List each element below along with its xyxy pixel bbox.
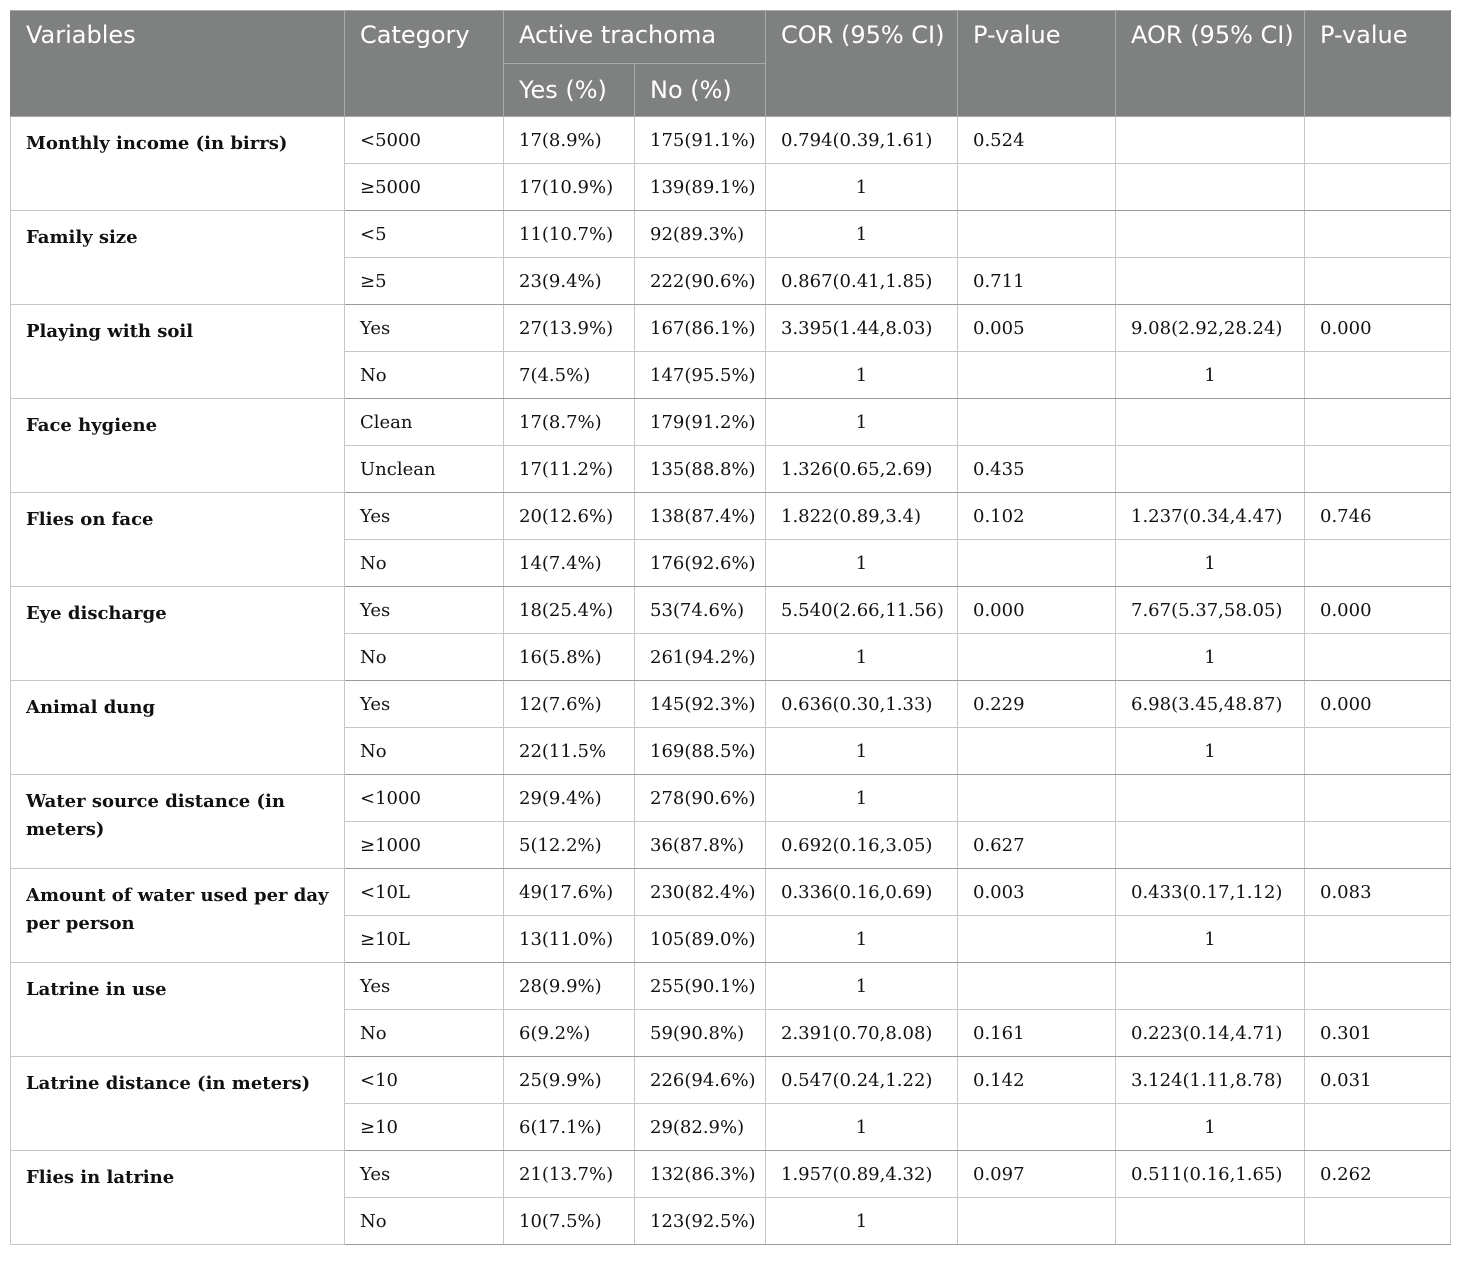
header-aor: AOR (95% CI) <box>1116 11 1305 117</box>
cell-p-value-cor <box>958 775 1116 822</box>
cell-p-value-aor: 0.000 <box>1305 305 1451 352</box>
cell-yes-pct: 27(13.9%) <box>504 305 635 352</box>
cell-yes-pct: 17(10.9%) <box>504 164 635 211</box>
cell-aor: 1 <box>1116 1104 1305 1151</box>
trachoma-factors-table <box>10 10 1451 1245</box>
cell-yes-pct: 11(10.7%) <box>504 211 635 258</box>
cell-category: Yes <box>345 963 504 1010</box>
cell-category: <1000 <box>345 775 504 822</box>
cell-p-value-cor <box>958 1198 1116 1245</box>
cell-aor: 9.08(2.92,28.24) <box>1116 305 1305 352</box>
cell-cor: 1 <box>766 211 958 258</box>
cell-p-value-cor: 0.097 <box>958 1151 1116 1198</box>
cell-cor: 1.822(0.89,3.4) <box>766 493 958 540</box>
cell-cor: 1 <box>766 1198 958 1245</box>
cell-no-pct: 132(86.3%) <box>635 1151 766 1198</box>
table-container <box>10 10 1450 1245</box>
cell-no-pct: 139(89.1%) <box>635 164 766 211</box>
cell-yes-pct: 25(9.9%) <box>504 1057 635 1104</box>
cell-category: Yes <box>345 1151 504 1198</box>
cell-aor: 1 <box>1116 540 1305 587</box>
cell-category: Yes <box>345 587 504 634</box>
table-row <box>11 305 1451 352</box>
cell-aor <box>1116 963 1305 1010</box>
table-row <box>11 399 1451 446</box>
cell-variable: Playing with soil <box>11 305 345 399</box>
cell-p-value-cor: 0.005 <box>958 305 1116 352</box>
cell-p-value-aor <box>1305 963 1451 1010</box>
cell-no-pct: 278(90.6%) <box>635 775 766 822</box>
table-row <box>11 587 1451 634</box>
cell-yes-pct: 5(12.2%) <box>504 822 635 869</box>
cell-yes-pct: 10(7.5%) <box>504 1198 635 1245</box>
table-row <box>11 117 1451 164</box>
cell-p-value-aor: 0.000 <box>1305 681 1451 728</box>
cell-aor: 0.433(0.17,1.12) <box>1116 869 1305 916</box>
cell-aor <box>1116 399 1305 446</box>
cell-aor: 1 <box>1116 352 1305 399</box>
cell-p-value-aor <box>1305 634 1451 681</box>
cell-no-pct: 135(88.8%) <box>635 446 766 493</box>
cell-p-value-cor <box>958 1104 1116 1151</box>
cell-p-value-aor <box>1305 540 1451 587</box>
cell-yes-pct: 21(13.7%) <box>504 1151 635 1198</box>
cell-p-value-aor <box>1305 399 1451 446</box>
cell-aor <box>1116 1198 1305 1245</box>
table-row <box>11 1057 1451 1104</box>
cell-cor: 0.336(0.16,0.69) <box>766 869 958 916</box>
cell-variable: Water source distance (in meters) <box>11 775 345 869</box>
header-p-value-cor: P-value <box>958 11 1116 117</box>
cell-aor <box>1116 446 1305 493</box>
cell-category: No <box>345 1198 504 1245</box>
cell-p-value-cor <box>958 211 1116 258</box>
cell-p-value-aor <box>1305 117 1451 164</box>
cell-yes-pct: 17(8.9%) <box>504 117 635 164</box>
cell-p-value-aor: 0.262 <box>1305 1151 1451 1198</box>
cell-category: No <box>345 352 504 399</box>
cell-no-pct: 176(92.6%) <box>635 540 766 587</box>
cell-no-pct: 169(88.5%) <box>635 728 766 775</box>
cell-category: ≥10L <box>345 916 504 963</box>
table-row <box>11 681 1451 728</box>
table-row <box>11 493 1451 540</box>
cell-p-value-cor <box>958 728 1116 775</box>
table-header <box>11 11 1451 117</box>
cell-category: No <box>345 540 504 587</box>
cell-cor: 1 <box>766 399 958 446</box>
cell-no-pct: 59(90.8%) <box>635 1010 766 1057</box>
cell-no-pct: 226(94.6%) <box>635 1057 766 1104</box>
cell-no-pct: 147(95.5%) <box>635 352 766 399</box>
cell-category: <5000 <box>345 117 504 164</box>
cell-cor: 1 <box>766 775 958 822</box>
cell-p-value-aor: 0.301 <box>1305 1010 1451 1057</box>
cell-no-pct: 92(89.3%) <box>635 211 766 258</box>
cell-yes-pct: 12(7.6%) <box>504 681 635 728</box>
cell-p-value-aor: 0.000 <box>1305 587 1451 634</box>
cell-category: Yes <box>345 305 504 352</box>
cell-cor: 5.540(2.66,11.56) <box>766 587 958 634</box>
cell-yes-pct: 29(9.4%) <box>504 775 635 822</box>
cell-p-value-aor <box>1305 728 1451 775</box>
cell-category: No <box>345 1010 504 1057</box>
cell-yes-pct: 17(8.7%) <box>504 399 635 446</box>
cell-yes-pct: 13(11.0%) <box>504 916 635 963</box>
cell-category: Yes <box>345 681 504 728</box>
cell-p-value-cor <box>958 916 1116 963</box>
cell-no-pct: 29(82.9%) <box>635 1104 766 1151</box>
cell-variable: Latrine distance (in meters) <box>11 1057 345 1151</box>
cell-no-pct: 123(92.5%) <box>635 1198 766 1245</box>
cell-variable: Latrine in use <box>11 963 345 1057</box>
table-row <box>11 211 1451 258</box>
cell-p-value-cor <box>958 352 1116 399</box>
cell-cor: 3.395(1.44,8.03) <box>766 305 958 352</box>
cell-cor: 0.547(0.24,1.22) <box>766 1057 958 1104</box>
cell-aor: 1 <box>1116 634 1305 681</box>
cell-aor: 1 <box>1116 916 1305 963</box>
cell-no-pct: 230(82.4%) <box>635 869 766 916</box>
cell-yes-pct: 6(9.2%) <box>504 1010 635 1057</box>
cell-cor: 1 <box>766 634 958 681</box>
table-row <box>11 775 1451 822</box>
cell-p-value-aor <box>1305 164 1451 211</box>
cell-p-value-cor <box>958 634 1116 681</box>
cell-yes-pct: 20(12.6%) <box>504 493 635 540</box>
cell-yes-pct: 49(17.6%) <box>504 869 635 916</box>
cell-category: No <box>345 634 504 681</box>
cell-p-value-aor: 0.031 <box>1305 1057 1451 1104</box>
cell-yes-pct: 18(25.4%) <box>504 587 635 634</box>
table-row <box>11 1151 1451 1198</box>
cell-no-pct: 145(92.3%) <box>635 681 766 728</box>
cell-p-value-aor <box>1305 258 1451 305</box>
cell-no-pct: 222(90.6%) <box>635 258 766 305</box>
cell-category: ≥5 <box>345 258 504 305</box>
cell-p-value-aor <box>1305 352 1451 399</box>
cell-cor: 0.636(0.30,1.33) <box>766 681 958 728</box>
cell-cor: 0.692(0.16,3.05) <box>766 822 958 869</box>
cell-yes-pct: 28(9.9%) <box>504 963 635 1010</box>
cell-yes-pct: 22(11.5% <box>504 728 635 775</box>
cell-p-value-aor <box>1305 1198 1451 1245</box>
cell-cor: 1 <box>766 352 958 399</box>
cell-aor: 7.67(5.37,58.05) <box>1116 587 1305 634</box>
cell-category: <5 <box>345 211 504 258</box>
cell-cor: 2.391(0.70,8.08) <box>766 1010 958 1057</box>
header-active-trachoma: Active trachoma <box>504 11 766 64</box>
cell-category: <10L <box>345 869 504 916</box>
cell-p-value-cor: 0.161 <box>958 1010 1116 1057</box>
cell-variable: Animal dung <box>11 681 345 775</box>
cell-p-value-aor <box>1305 775 1451 822</box>
cell-aor <box>1116 211 1305 258</box>
cell-yes-pct: 6(17.1%) <box>504 1104 635 1151</box>
cell-variable: Eye discharge <box>11 587 345 681</box>
cell-yes-pct: 7(4.5%) <box>504 352 635 399</box>
cell-no-pct: 36(87.8%) <box>635 822 766 869</box>
cell-cor: 0.867(0.41,1.85) <box>766 258 958 305</box>
cell-cor: 1 <box>766 916 958 963</box>
cell-cor: 1.326(0.65,2.69) <box>766 446 958 493</box>
cell-aor: 1.237(0.34,4.47) <box>1116 493 1305 540</box>
cell-aor: 0.223(0.14,4.71) <box>1116 1010 1305 1057</box>
cell-p-value-cor: 0.229 <box>958 681 1116 728</box>
cell-cor: 1 <box>766 963 958 1010</box>
cell-p-value-cor: 0.711 <box>958 258 1116 305</box>
cell-no-pct: 261(94.2%) <box>635 634 766 681</box>
cell-p-value-cor: 0.000 <box>958 587 1116 634</box>
cell-category: ≥1000 <box>345 822 504 869</box>
cell-yes-pct: 17(11.2%) <box>504 446 635 493</box>
cell-variable: Flies on face <box>11 493 345 587</box>
cell-category: ≥5000 <box>345 164 504 211</box>
cell-variable: Monthly income (in birrs) <box>11 117 345 211</box>
table-row <box>11 963 1451 1010</box>
cell-p-value-cor: 0.003 <box>958 869 1116 916</box>
cell-yes-pct: 14(7.4%) <box>504 540 635 587</box>
cell-p-value-aor: 0.746 <box>1305 493 1451 540</box>
cell-p-value-aor <box>1305 822 1451 869</box>
cell-aor: 0.511(0.16,1.65) <box>1116 1151 1305 1198</box>
cell-aor: 3.124(1.11,8.78) <box>1116 1057 1305 1104</box>
cell-no-pct: 179(91.2%) <box>635 399 766 446</box>
cell-category: Clean <box>345 399 504 446</box>
cell-no-pct: 255(90.1%) <box>635 963 766 1010</box>
header-yes-pct: Yes (%) <box>504 64 635 117</box>
header-variables: Variables <box>11 11 345 117</box>
cell-category: <10 <box>345 1057 504 1104</box>
cell-p-value-aor <box>1305 211 1451 258</box>
cell-category: ≥10 <box>345 1104 504 1151</box>
cell-p-value-cor <box>958 963 1116 1010</box>
cell-no-pct: 105(89.0%) <box>635 916 766 963</box>
cell-no-pct: 53(74.6%) <box>635 587 766 634</box>
cell-variable: Amount of water used per day per person <box>11 869 345 963</box>
cell-no-pct: 175(91.1%) <box>635 117 766 164</box>
cell-p-value-aor <box>1305 1104 1451 1151</box>
cell-p-value-aor: 0.083 <box>1305 869 1451 916</box>
cell-no-pct: 167(86.1%) <box>635 305 766 352</box>
table-row <box>11 869 1451 916</box>
cell-p-value-cor <box>958 164 1116 211</box>
cell-p-value-aor <box>1305 916 1451 963</box>
cell-cor: 1 <box>766 540 958 587</box>
cell-aor <box>1116 164 1305 211</box>
cell-cor: 0.794(0.39,1.61) <box>766 117 958 164</box>
cell-variable: Family size <box>11 211 345 305</box>
cell-no-pct: 138(87.4%) <box>635 493 766 540</box>
cell-p-value-cor: 0.524 <box>958 117 1116 164</box>
cell-yes-pct: 23(9.4%) <box>504 258 635 305</box>
cell-category: Unclean <box>345 446 504 493</box>
cell-p-value-cor <box>958 540 1116 587</box>
cell-cor: 1.957(0.89,4.32) <box>766 1151 958 1198</box>
cell-p-value-cor <box>958 399 1116 446</box>
header-no-pct: No (%) <box>635 64 766 117</box>
cell-aor <box>1116 775 1305 822</box>
cell-aor <box>1116 258 1305 305</box>
cell-cor: 1 <box>766 164 958 211</box>
header-cor: COR (95% CI) <box>766 11 958 117</box>
cell-cor: 1 <box>766 1104 958 1151</box>
cell-p-value-cor: 0.102 <box>958 493 1116 540</box>
table-body <box>11 117 1451 1245</box>
cell-aor: 6.98(3.45,48.87) <box>1116 681 1305 728</box>
header-p-value-aor: P-value <box>1305 11 1451 117</box>
cell-category: Yes <box>345 493 504 540</box>
cell-category: No <box>345 728 504 775</box>
cell-variable: Face hygiene <box>11 399 345 493</box>
cell-yes-pct: 16(5.8%) <box>504 634 635 681</box>
cell-p-value-cor: 0.435 <box>958 446 1116 493</box>
cell-aor <box>1116 117 1305 164</box>
cell-variable: Flies in latrine <box>11 1151 345 1245</box>
cell-aor: 1 <box>1116 728 1305 775</box>
cell-aor <box>1116 822 1305 869</box>
cell-p-value-aor <box>1305 446 1451 493</box>
header-category: Category <box>345 11 504 117</box>
cell-p-value-cor: 0.142 <box>958 1057 1116 1104</box>
cell-p-value-cor: 0.627 <box>958 822 1116 869</box>
cell-cor: 1 <box>766 728 958 775</box>
